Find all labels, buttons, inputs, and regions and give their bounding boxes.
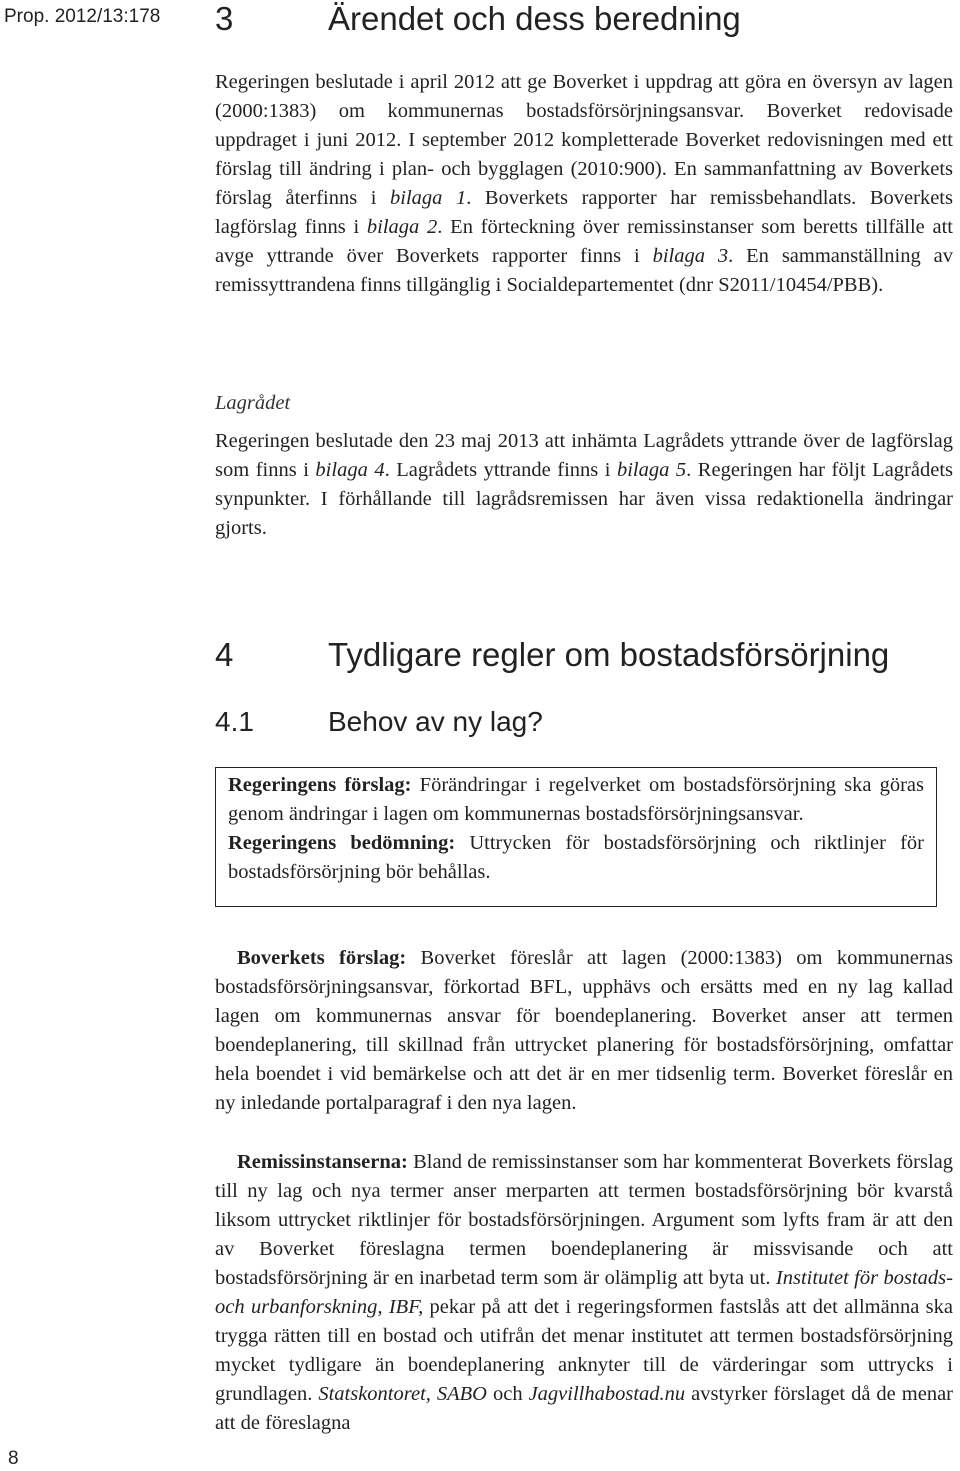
proposal-paragraph [228,771,924,829]
text-run: . Regeringen har följt Lagrådets synpunkter. I förhållande till lagrådsremissen har även vissa redaktionella ändringar gjorts. [215,459,953,539]
assessment-paragraph [228,829,924,887]
text-run: Förändringar i regelverket om bostadsförsörjning ska göras genom ändringar i lagen om kommunernas bostadsförsörjningsansvar. [228,774,925,825]
text-run: och [486,1383,529,1405]
section-4-title: Tydligare regler om bostadsförsörjning [328,636,890,673]
section-3-title: Ärendet och dess beredning [328,0,741,37]
text-run: . Boverkets rapporter har remissbehandlats. Boverkets lagförslag finns i [215,187,953,238]
remiss-paragraph [215,1148,953,1438]
proposal-box [215,767,937,907]
section-4-heading [215,636,889,674]
italic-ref: bilaga 3 [652,245,729,267]
text-run: pekar på att det i regeringsformen fastslås att det allmänna ska trygga rätten till en bostad och utifrån det menar institutet att termen bostadsförsörjning mycket tydligare än boendeplanering anknyter till de värderingar som uttrycks i grundlagen. [215,1296,953,1405]
text-run: . En förteckning över remissinstanser som beretts tillfälle att avge yttrande över Boverkets rapporter finns i [215,216,953,267]
italic-ref: bilaga 4 [315,459,385,481]
section-3-heading [215,0,741,38]
bold-lead: Regeringens bedömning: [228,832,456,854]
italic-ref: bilaga 2 [366,216,438,238]
text-run: . Lagrådets yttrande finns i [384,459,617,481]
section-4-number: 4 [215,636,234,673]
bold-lead: Remissinstanserna: [237,1151,408,1173]
text-run: avstyrker förslaget då de menar att de föreslagna [215,1383,953,1434]
italic-ref: Statskontoret, SABO [318,1383,487,1405]
text-run: Bland de remissinstanser som har kommenterat Boverkets förslag till ny lag och nya termer anser merparten att termen bostadsförsörjning bör kvarstå liksom uttrycket riktlinjer för bostadsförsörjningen. Argument som lyfts fram är att den av Boverket föreslagna termen boendeplanering är missvisande och att bostadsförsörjning är en inarbetad term som är olämplig att byta ut. [215,1151,953,1289]
lagradet-paragraph [215,427,953,543]
text-run: Regeringen beslutade i april 2012 att ge Boverket i uppdrag att göra en översyn av lagen (2000:1383) om kommunernas bostadsförsörjningsansvar. Boverket redovisade uppdraget i juni 2012. I september 2012 kompletterade Boverket redovisningen med ett förslag till ändring i plan- och bygglagen (2010:900). En sammanfattning av Boverkets förslag återfinns i [215,71,953,209]
boverket-proposal-paragraph [215,944,953,1118]
italic-ref: bilaga 5 [616,459,687,481]
italic-ref: Jagvillhabostad.nu [528,1383,686,1405]
italic-ref: Institutet för bostads- och urbanforskning, IBF, [215,1267,953,1318]
lagradet-heading: Lagrådet [215,392,291,414]
margin-note: Prop. 2012/13:178 [4,6,161,27]
section-4-1-heading [215,706,543,738]
bold-lead: Boverkets förslag: [237,947,407,969]
bold-lead: Regeringens förslag: [228,774,412,796]
text-run: . En sammanställning av remissyttrandena finns tillgänglig i Socialdepartementet (dnr S2011/10454/PBB). [215,245,953,296]
section-3-intro [215,68,953,300]
section-4-1-number: 4.1 [215,706,254,737]
italic-ref: bilaga 1 [390,187,467,209]
page-number: 8 [8,1448,19,1469]
text-run: Boverket föreslår att lagen (2000:1383) om kommunernas bostadsförsörjningsansvar, förkortad BFL, upphävs och ersätts med en ny lag kallad lagen om kommunernas ansvar för boendeplanering. Boverket anser att termen boendeplanering, till skillnad från uttrycket planering för bostadsförsörjning, omfattar hela boendet i vid bemärkelse och att det är en mer tidsenlig term. Boverket föreslår en ny inledande portalparagraf i den nya lagen. [215,947,953,1114]
section-4-1-title: Behov av ny lag? [328,706,543,737]
text-run: Uttrycken för bostadsförsörjning och riktlinjer för bostadsförsörjning bör behållas. [228,832,924,883]
text-run: Regeringen beslutade den 23 maj 2013 att inhämta Lagrådets yttrande över de lagförslag som finns i [215,430,953,481]
section-3-number: 3 [215,0,234,37]
